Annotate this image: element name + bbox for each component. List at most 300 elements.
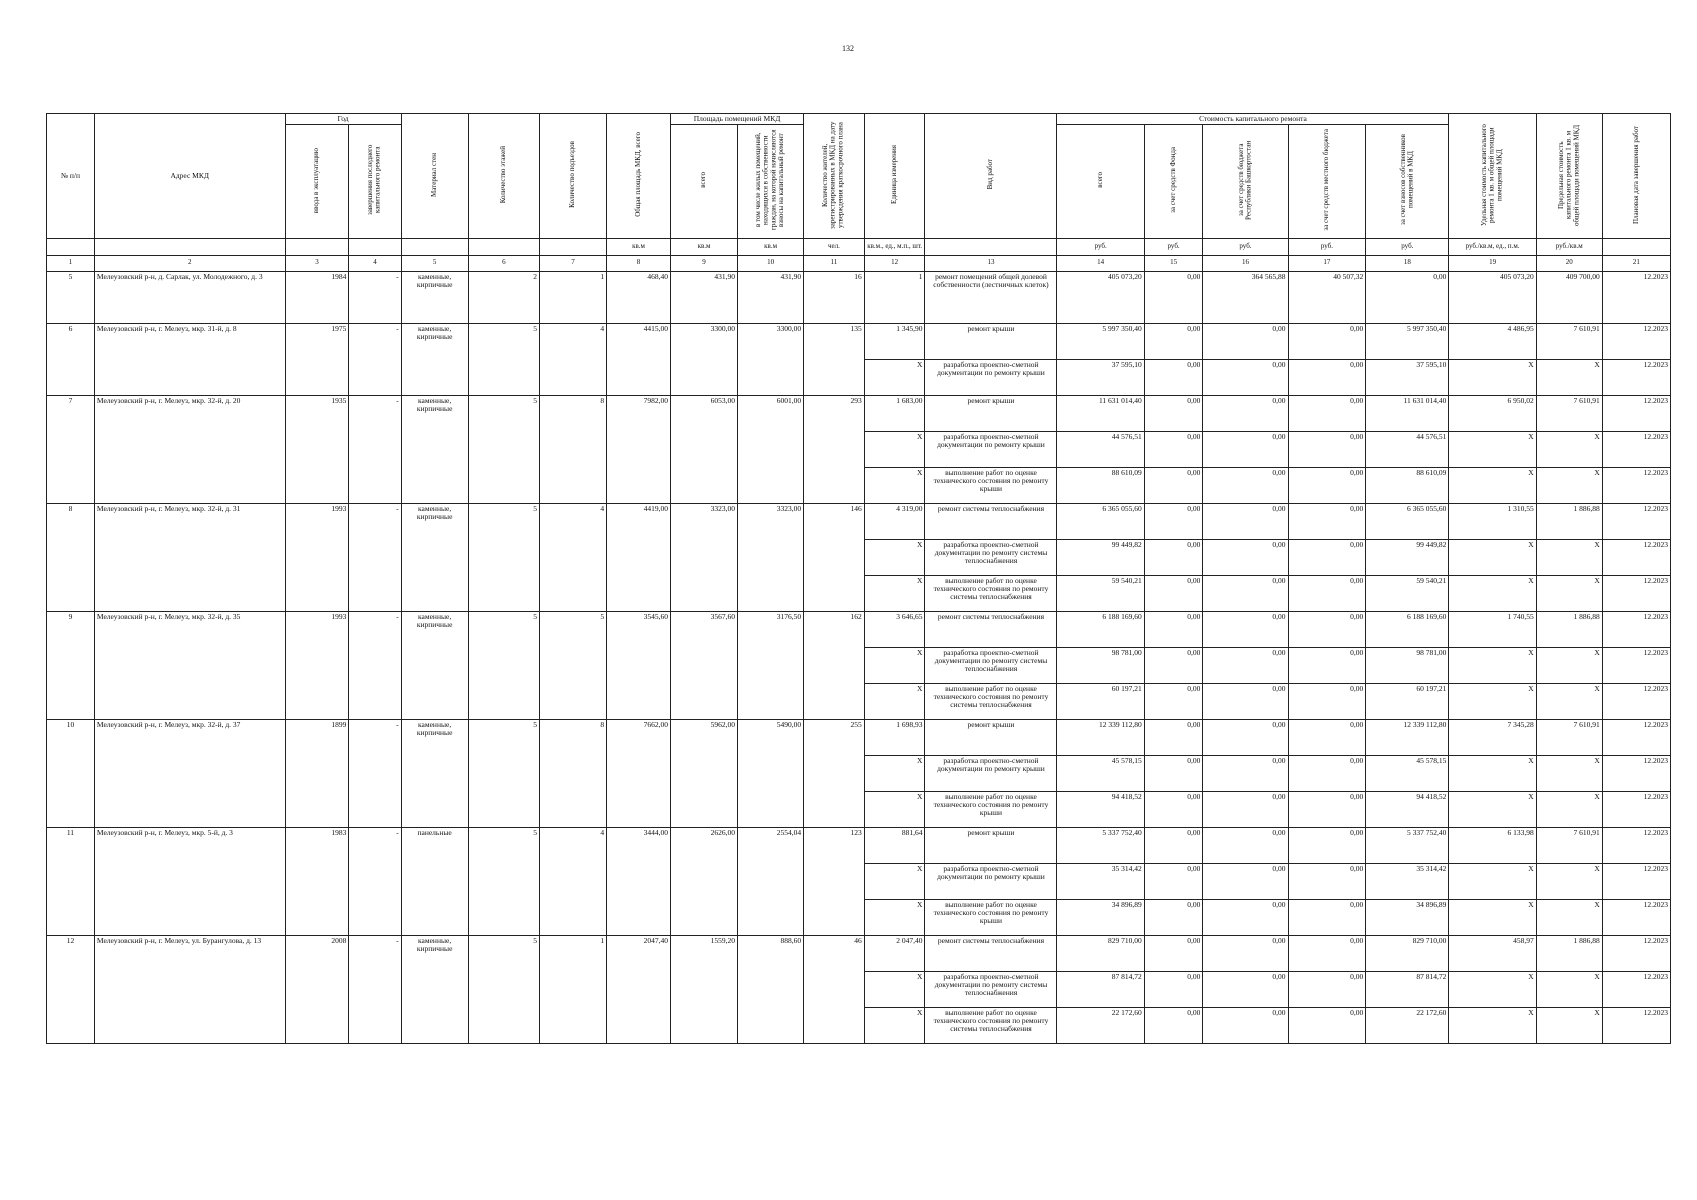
premises-total-cell: 1559,20 — [670, 935, 737, 1043]
table-header — [47, 114, 1671, 272]
plan-date-cell: 12.2023 — [1602, 431, 1670, 467]
premises-total-cell: 3300,00 — [670, 323, 737, 395]
year-commission-cell: 1899 — [285, 719, 349, 827]
cost-total-cell: 98 781,00 — [1057, 647, 1144, 683]
cost-fund-cell: 0,00 — [1144, 683, 1203, 719]
total-area-cell: 4415,00 — [607, 323, 671, 395]
limit-cost-cell: X — [1536, 431, 1602, 467]
table-row — [47, 611, 1671, 647]
unit-cell — [540, 238, 607, 255]
row-number: 6 — [47, 323, 95, 395]
wall-material-cell: панельные — [401, 827, 468, 935]
unit-cell — [47, 238, 95, 255]
address-cell: Мелеузовский р-н, г. Мелеуз, мкр. 32-й, д. 37 — [94, 719, 285, 827]
unit-cost-cell: 1 740,55 — [1449, 611, 1536, 647]
cost-owners-cell: 22 172,60 — [1366, 1007, 1449, 1043]
cost-republic-cell: 0,00 — [1203, 1007, 1288, 1043]
residents-cell: 146 — [804, 503, 865, 611]
cost-republic-cell: 0,00 — [1203, 575, 1288, 611]
col-cost-total: всего — [1057, 125, 1144, 238]
column-number-cell: 13 — [925, 255, 1057, 271]
cost-total-cell: 94 418,52 — [1057, 791, 1144, 827]
col-num: № п/п — [47, 114, 95, 239]
column-number-cell: 8 — [607, 255, 671, 271]
unit-cost-cell: X — [1449, 539, 1536, 575]
limit-cost-cell: X — [1536, 575, 1602, 611]
col-unit-cost: Удельная стоимость капитального ремонта 1 кв. м общей площади помещений МКД — [1449, 114, 1536, 239]
unit-cell: руб. — [1057, 238, 1144, 255]
cost-republic-cell: 0,00 — [1203, 431, 1288, 467]
quantity-cell: X — [864, 899, 925, 935]
cost-fund-cell: 0,00 — [1144, 719, 1203, 755]
plan-date-cell: 12.2023 — [1602, 971, 1670, 1007]
cost-fund-cell: 0,00 — [1144, 467, 1203, 503]
premises-residential-cell: 888,60 — [738, 935, 804, 1043]
cost-fund-cell: 0,00 — [1144, 395, 1203, 431]
work-type-cell: выполнение работ по оценке технического состояния по ремонту системы теплоснабжения — [925, 683, 1057, 719]
col-premises-residential: в том числе жилых помещений, находящихся в собственности граждан, на которой начисляются взносы на капитальный ремонт — [738, 125, 804, 238]
residents-cell: 293 — [804, 395, 865, 503]
work-type-cell: выполнение работ по оценке технического состояния по ремонту крыши — [925, 899, 1057, 935]
year-commission-cell: 1984 — [285, 271, 349, 323]
cost-republic-cell: 0,00 — [1203, 539, 1288, 575]
unit-cell — [94, 238, 285, 255]
floors-cell: 2 — [468, 271, 539, 323]
quantity-cell: 1 683,00 — [864, 395, 925, 431]
premises-residential-cell: 6001,00 — [738, 395, 804, 503]
total-area-cell: 3545,60 — [607, 611, 671, 719]
plan-date-cell: 12.2023 — [1602, 611, 1670, 647]
address-cell: Мелеузовский р-н, г. Мелеуз, ул. Бурангулова, д. 13 — [94, 935, 285, 1043]
plan-date-cell: 12.2023 — [1602, 647, 1670, 683]
unit-cell: руб. — [1203, 238, 1288, 255]
entrances-cell: 8 — [540, 395, 607, 503]
cost-local-cell: 0,00 — [1288, 647, 1366, 683]
floors-cell: 5 — [468, 323, 539, 395]
col-cost-owners: за счет взносов собственников помещений в МКД — [1366, 125, 1449, 238]
cost-fund-cell: 0,00 — [1144, 359, 1203, 395]
cost-total-cell: 829 710,00 — [1057, 935, 1144, 971]
floors-cell: 5 — [468, 611, 539, 719]
cost-local-cell: 0,00 — [1288, 395, 1366, 431]
column-number-cell: 17 — [1288, 255, 1366, 271]
entrances-cell: 5 — [540, 611, 607, 719]
unit-cell — [468, 238, 539, 255]
table-row — [47, 503, 1671, 539]
quantity-cell: X — [864, 755, 925, 791]
plan-date-cell: 12.2023 — [1602, 827, 1670, 863]
cost-total-cell: 22 172,60 — [1057, 1007, 1144, 1043]
limit-cost-cell: X — [1536, 791, 1602, 827]
cost-owners-cell: 94 418,52 — [1366, 791, 1449, 827]
residents-cell: 123 — [804, 827, 865, 935]
cost-owners-cell: 60 197,21 — [1366, 683, 1449, 719]
work-type-cell: выполнение работ по оценке технического состояния по ремонту системы теплоснабжения — [925, 575, 1057, 611]
cost-republic-cell: 0,00 — [1203, 935, 1288, 971]
plan-date-cell: 12.2023 — [1602, 935, 1670, 971]
residents-cell: 16 — [804, 271, 865, 323]
unit-cost-cell: X — [1449, 791, 1536, 827]
row-number: 11 — [47, 827, 95, 935]
cost-owners-cell: 98 781,00 — [1366, 647, 1449, 683]
table-row — [47, 827, 1671, 863]
floors-cell: 5 — [468, 827, 539, 935]
column-number-cell: 7 — [540, 255, 607, 271]
unit-cell: чел. — [804, 238, 865, 255]
cost-owners-cell: 12 339 112,80 — [1366, 719, 1449, 755]
unit-cost-cell: X — [1449, 359, 1536, 395]
plan-date-cell: 12.2023 — [1602, 503, 1670, 539]
cost-republic-cell: 364 565,88 — [1203, 271, 1288, 323]
address-cell: Мелеузовский р-н, г. Мелеуз, мкр. 32-й, д. 35 — [94, 611, 285, 719]
column-number-cell: 19 — [1449, 255, 1536, 271]
cost-total-cell: 99 449,82 — [1057, 539, 1144, 575]
residents-cell: 162 — [804, 611, 865, 719]
col-premises-group: Площадь помещений МКД — [670, 114, 803, 125]
col-plan-date: Плановая дата завершения работ — [1602, 114, 1670, 239]
table-row — [47, 935, 1671, 971]
column-number-cell: 5 — [401, 255, 468, 271]
cost-local-cell: 0,00 — [1288, 683, 1366, 719]
cost-owners-cell: 0,00 — [1366, 271, 1449, 323]
address-cell: Мелеузовский р-н, г. Мелеуз, мкр. 31-й, д. 8 — [94, 323, 285, 395]
unit-cell: кв.м — [607, 238, 671, 255]
wall-material-cell: каменные, кирпичные — [401, 323, 468, 395]
cost-total-cell: 87 814,72 — [1057, 971, 1144, 1007]
unit-cell: кв.м — [738, 238, 804, 255]
unit-cell — [1602, 238, 1670, 255]
column-number-cell: 21 — [1602, 255, 1670, 271]
work-type-cell: ремонт помещений общей долевой собственности (лестничных клеток) — [925, 271, 1057, 323]
work-type-cell: ремонт крыши — [925, 395, 1057, 431]
plan-date-cell: 12.2023 — [1602, 683, 1670, 719]
cost-total-cell: 59 540,21 — [1057, 575, 1144, 611]
work-type-cell: разработка проектно-сметной документации по ремонту крыши — [925, 359, 1057, 395]
premises-residential-cell: 3300,00 — [738, 323, 804, 395]
column-number-cell: 6 — [468, 255, 539, 271]
entrances-cell: 4 — [540, 827, 607, 935]
year-last-repair-cell: - — [349, 503, 401, 611]
year-last-repair-cell: - — [349, 323, 401, 395]
cost-republic-cell: 0,00 — [1203, 359, 1288, 395]
limit-cost-cell: X — [1536, 467, 1602, 503]
cost-total-cell: 60 197,21 — [1057, 683, 1144, 719]
quantity-cell: X — [864, 683, 925, 719]
plan-date-cell: 12.2023 — [1602, 359, 1670, 395]
work-type-cell: выполнение работ по оценке технического состояния по ремонту крыши — [925, 791, 1057, 827]
quantity-cell: 3 646,65 — [864, 611, 925, 647]
unit-cell: руб. — [1366, 238, 1449, 255]
work-type-cell: разработка проектно-сметной документации по ремонту крыши — [925, 863, 1057, 899]
unit-cell: руб./кв.м, ед., п.м. — [1449, 238, 1536, 255]
unit-cell — [925, 238, 1057, 255]
unit-cell — [401, 238, 468, 255]
wall-material-cell: каменные, кирпичные — [401, 395, 468, 503]
total-area-cell: 4419,00 — [607, 503, 671, 611]
cost-owners-cell: 5 337 752,40 — [1366, 827, 1449, 863]
unit-cost-cell: X — [1449, 683, 1536, 719]
unit-cost-cell: 405 073,20 — [1449, 271, 1536, 323]
address-cell: Мелеузовский р-н, г. Мелеуз, мкр. 5-й, д. 3 — [94, 827, 285, 935]
unit-cost-cell: X — [1449, 647, 1536, 683]
total-area-cell: 7662,00 — [607, 719, 671, 827]
total-area-cell: 7982,00 — [607, 395, 671, 503]
column-number-cell: 20 — [1536, 255, 1602, 271]
cost-fund-cell: 0,00 — [1144, 899, 1203, 935]
work-type-cell: ремонт системы теплоснабжения — [925, 935, 1057, 971]
cost-local-cell: 40 507,32 — [1288, 271, 1366, 323]
column-number-cell: 10 — [738, 255, 804, 271]
table-body — [47, 271, 1671, 1043]
capital-repair-table — [46, 113, 1671, 1044]
cost-fund-cell: 0,00 — [1144, 575, 1203, 611]
cost-owners-cell: 99 449,82 — [1366, 539, 1449, 575]
unit-cost-cell: X — [1449, 467, 1536, 503]
cost-fund-cell: 0,00 — [1144, 647, 1203, 683]
table-row — [47, 323, 1671, 359]
cost-local-cell: 0,00 — [1288, 899, 1366, 935]
cost-owners-cell: 35 314,42 — [1366, 863, 1449, 899]
quantity-cell: X — [864, 863, 925, 899]
cost-republic-cell: 0,00 — [1203, 827, 1288, 863]
column-numbers-row — [47, 255, 1671, 271]
address-cell: Мелеузовский р-н, д. Сарлак, ул. Молодежного, д. 3 — [94, 271, 285, 323]
row-number: 8 — [47, 503, 95, 611]
column-number-cell: 11 — [804, 255, 865, 271]
col-cost-group: Стоимость капитального ремонта — [1057, 114, 1449, 125]
cost-fund-cell: 0,00 — [1144, 827, 1203, 863]
col-unit: Единица измерения — [864, 114, 925, 239]
quantity-cell: 2 047,40 — [864, 935, 925, 971]
row-number: 7 — [47, 395, 95, 503]
col-work-type: Вид работ — [925, 114, 1057, 239]
work-type-cell: разработка проектно-сметной документации по ремонту крыши — [925, 431, 1057, 467]
cost-local-cell: 0,00 — [1288, 539, 1366, 575]
quantity-cell: 881,64 — [864, 827, 925, 863]
address-cell: Мелеузовский р-н, г. Мелеуз, мкр. 32-й, д. 31 — [94, 503, 285, 611]
work-type-cell: разработка проектно-сметной документации по ремонту системы теплоснабжения — [925, 647, 1057, 683]
premises-residential-cell: 3323,00 — [738, 503, 804, 611]
col-entrances: Количество подъездов — [540, 114, 607, 239]
limit-cost-cell: X — [1536, 539, 1602, 575]
cost-local-cell: 0,00 — [1288, 323, 1366, 359]
plan-date-cell: 12.2023 — [1602, 863, 1670, 899]
cost-owners-cell: 34 896,89 — [1366, 899, 1449, 935]
quantity-cell: X — [864, 791, 925, 827]
unit-cell: руб./кв.м — [1536, 238, 1602, 255]
premises-residential-cell: 3176,50 — [738, 611, 804, 719]
cost-fund-cell: 0,00 — [1144, 611, 1203, 647]
work-type-cell: разработка проектно-сметной документации по ремонту системы теплоснабжения — [925, 971, 1057, 1007]
work-type-cell: выполнение работ по оценке технического состояния по ремонту крыши — [925, 467, 1057, 503]
unit-cost-cell: 4 486,95 — [1449, 323, 1536, 359]
limit-cost-cell: 7 610,91 — [1536, 395, 1602, 431]
cost-local-cell: 0,00 — [1288, 1007, 1366, 1043]
cost-owners-cell: 829 710,00 — [1366, 935, 1449, 971]
floors-cell: 5 — [468, 503, 539, 611]
cost-fund-cell: 0,00 — [1144, 539, 1203, 575]
limit-cost-cell: 1 886,88 — [1536, 503, 1602, 539]
column-number-cell: 1 — [47, 255, 95, 271]
cost-total-cell: 34 896,89 — [1057, 899, 1144, 935]
cost-fund-cell: 0,00 — [1144, 971, 1203, 1007]
cost-local-cell: 0,00 — [1288, 575, 1366, 611]
cost-fund-cell: 0,00 — [1144, 863, 1203, 899]
year-last-repair-cell: - — [349, 719, 401, 827]
wall-material-cell: каменные, кирпичные — [401, 611, 468, 719]
cost-fund-cell: 0,00 — [1144, 1007, 1203, 1043]
plan-date-cell: 12.2023 — [1602, 467, 1670, 503]
unit-cost-cell: X — [1449, 431, 1536, 467]
year-commission-cell: 1975 — [285, 323, 349, 395]
table-row — [47, 395, 1671, 431]
cost-republic-cell: 0,00 — [1203, 395, 1288, 431]
quantity-cell: X — [864, 1007, 925, 1043]
col-floors: Количество этажей — [468, 114, 539, 239]
column-number-cell: 9 — [670, 255, 737, 271]
premises-residential-cell: 431,90 — [738, 271, 804, 323]
unit-cost-cell: X — [1449, 863, 1536, 899]
quantity-cell: 1 345,90 — [864, 323, 925, 359]
cost-fund-cell: 0,00 — [1144, 271, 1203, 323]
year-last-repair-cell: - — [349, 395, 401, 503]
limit-cost-cell: X — [1536, 647, 1602, 683]
cost-owners-cell: 88 610,09 — [1366, 467, 1449, 503]
premises-total-cell: 3323,00 — [670, 503, 737, 611]
plan-date-cell: 12.2023 — [1602, 719, 1670, 755]
plan-date-cell: 12.2023 — [1602, 791, 1670, 827]
cost-total-cell: 44 576,51 — [1057, 431, 1144, 467]
work-type-cell: разработка проектно-сметной документации по ремонту системы теплоснабжения — [925, 539, 1057, 575]
cost-republic-cell: 0,00 — [1203, 863, 1288, 899]
work-type-cell: ремонт крыши — [925, 323, 1057, 359]
premises-residential-cell: 5490,00 — [738, 719, 804, 827]
year-last-repair-cell: - — [349, 827, 401, 935]
quantity-cell: X — [864, 431, 925, 467]
premises-total-cell: 2626,00 — [670, 827, 737, 935]
col-year-commission: ввода в эксплуатацию — [285, 125, 349, 238]
quantity-cell: 4 319,00 — [864, 503, 925, 539]
cost-republic-cell: 0,00 — [1203, 611, 1288, 647]
limit-cost-cell: 409 700,00 — [1536, 271, 1602, 323]
plan-date-cell: 12.2023 — [1602, 539, 1670, 575]
year-commission-cell: 1993 — [285, 503, 349, 611]
column-number-cell: 3 — [285, 255, 349, 271]
residents-cell: 135 — [804, 323, 865, 395]
cost-total-cell: 405 073,20 — [1057, 271, 1144, 323]
cost-owners-cell: 59 540,21 — [1366, 575, 1449, 611]
year-commission-cell: 2008 — [285, 935, 349, 1043]
entrances-cell: 4 — [540, 323, 607, 395]
plan-date-cell: 12.2023 — [1602, 323, 1670, 359]
plan-date-cell: 12.2023 — [1602, 1007, 1670, 1043]
cost-local-cell: 0,00 — [1288, 863, 1366, 899]
column-number-cell: 12 — [864, 255, 925, 271]
page-number: 132 — [842, 44, 854, 53]
plan-date-cell: 12.2023 — [1602, 755, 1670, 791]
plan-date-cell: 12.2023 — [1602, 575, 1670, 611]
cost-republic-cell: 0,00 — [1203, 899, 1288, 935]
unit-cost-cell: 458,97 — [1449, 935, 1536, 971]
floors-cell: 5 — [468, 719, 539, 827]
limit-cost-cell: X — [1536, 683, 1602, 719]
col-cost-local: за счет средств местного бюджета — [1288, 125, 1366, 238]
unit-cost-cell: X — [1449, 971, 1536, 1007]
cost-local-cell: 0,00 — [1288, 503, 1366, 539]
work-type-cell: выполнение работ по оценке технического состояния по ремонту системы теплоснабжения — [925, 1007, 1057, 1043]
table-row — [47, 719, 1671, 755]
address-cell: Мелеузовский р-н, г. Мелеуз, мкр. 32-й, д. 20 — [94, 395, 285, 503]
column-number-cell: 4 — [349, 255, 401, 271]
limit-cost-cell: 7 610,91 — [1536, 323, 1602, 359]
cost-total-cell: 5 337 752,40 — [1057, 827, 1144, 863]
unit-cost-cell: X — [1449, 1007, 1536, 1043]
limit-cost-cell: X — [1536, 899, 1602, 935]
cost-total-cell: 37 595,10 — [1057, 359, 1144, 395]
residents-cell: 255 — [804, 719, 865, 827]
col-wall-material: Материал стен — [401, 114, 468, 239]
cost-total-cell: 6 188 169,60 — [1057, 611, 1144, 647]
cost-fund-cell: 0,00 — [1144, 431, 1203, 467]
cost-local-cell: 0,00 — [1288, 431, 1366, 467]
limit-cost-cell: X — [1536, 863, 1602, 899]
premises-total-cell: 5962,00 — [670, 719, 737, 827]
column-number-cell: 2 — [94, 255, 285, 271]
cost-owners-cell: 87 814,72 — [1366, 971, 1449, 1007]
cost-republic-cell: 0,00 — [1203, 647, 1288, 683]
col-limit-cost: Предельная стоимость капитального ремонта 1 кв. м общей площади помещений МКД — [1536, 114, 1602, 239]
work-type-cell: ремонт системы теплоснабжения — [925, 503, 1057, 539]
unit-cell: кв.м — [670, 238, 737, 255]
col-residents: Количество жителей, зарегистрированных в МКД на дату утверждения краткосрочного плана — [804, 114, 865, 239]
unit-cost-cell: X — [1449, 575, 1536, 611]
cost-republic-cell: 0,00 — [1203, 683, 1288, 719]
year-last-repair-cell: - — [349, 611, 401, 719]
cost-total-cell: 11 631 014,40 — [1057, 395, 1144, 431]
cost-fund-cell: 0,00 — [1144, 791, 1203, 827]
plan-date-cell: 12.2023 — [1602, 271, 1670, 323]
entrances-cell: 8 — [540, 719, 607, 827]
table-row — [47, 271, 1671, 323]
cost-local-cell: 0,00 — [1288, 971, 1366, 1007]
quantity-cell: X — [864, 539, 925, 575]
work-type-cell: ремонт системы теплоснабжения — [925, 611, 1057, 647]
cost-fund-cell: 0,00 — [1144, 323, 1203, 359]
wall-material-cell: каменные, кирпичные — [401, 503, 468, 611]
cost-fund-cell: 0,00 — [1144, 935, 1203, 971]
wall-material-cell: каменные, кирпичные — [401, 935, 468, 1043]
unit-cost-cell: X — [1449, 755, 1536, 791]
cost-total-cell: 12 339 112,80 — [1057, 719, 1144, 755]
year-last-repair-cell: - — [349, 935, 401, 1043]
row-number: 9 — [47, 611, 95, 719]
year-commission-cell: 1983 — [285, 827, 349, 935]
quantity-cell: X — [864, 575, 925, 611]
work-type-cell: разработка проектно-сметной документации по ремонту крыши — [925, 755, 1057, 791]
cost-republic-cell: 0,00 — [1203, 503, 1288, 539]
col-total-area: Общая площадь МКД, всего — [607, 114, 671, 239]
limit-cost-cell: X — [1536, 755, 1602, 791]
unit-cell: руб. — [1144, 238, 1203, 255]
limit-cost-cell: 1 886,88 — [1536, 935, 1602, 971]
limit-cost-cell: X — [1536, 971, 1602, 1007]
cost-owners-cell: 11 631 014,40 — [1366, 395, 1449, 431]
work-type-cell: ремонт крыши — [925, 719, 1057, 755]
column-number-cell: 16 — [1203, 255, 1288, 271]
cost-local-cell: 0,00 — [1288, 935, 1366, 971]
limit-cost-cell: 7 610,91 — [1536, 719, 1602, 755]
entrances-cell: 1 — [540, 935, 607, 1043]
